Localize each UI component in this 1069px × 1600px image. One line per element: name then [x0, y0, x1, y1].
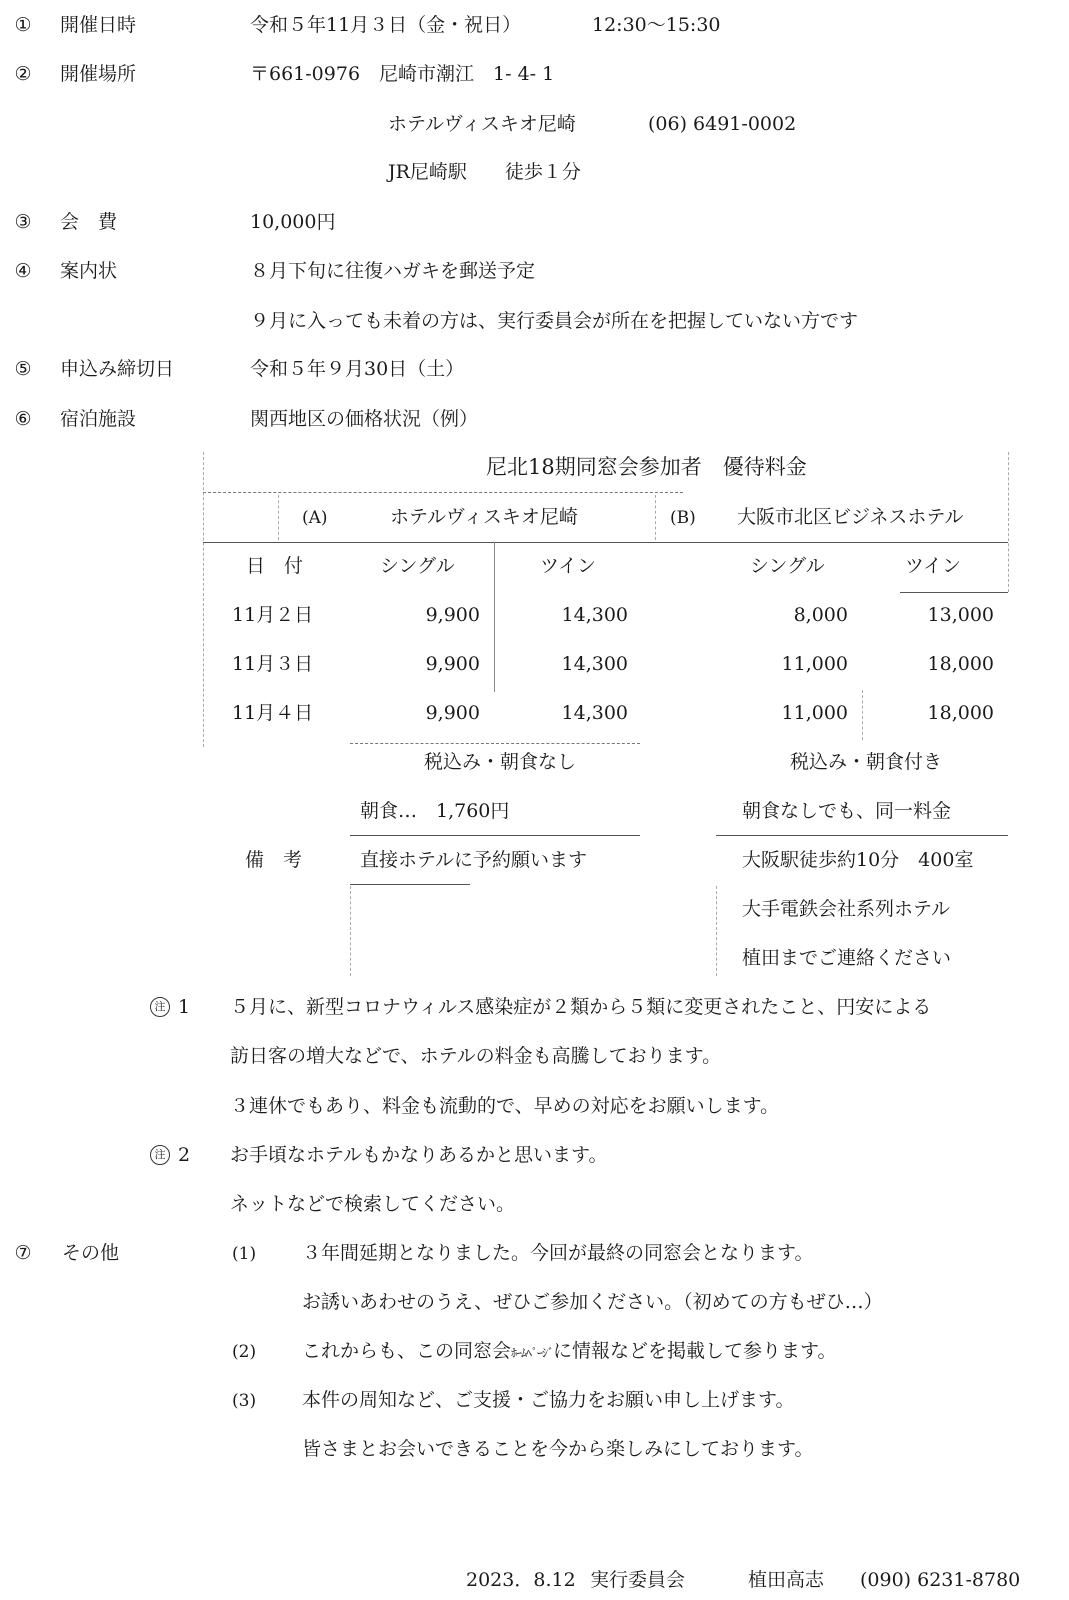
venue-access: JR尼崎駅 徒歩１分: [388, 161, 581, 183]
b-single-price: 11,000: [781, 702, 848, 724]
table-rule: [350, 743, 640, 744]
venue-name: ホテルヴィスキオ尼崎: [388, 113, 576, 135]
header-twin-b: ツイン: [905, 555, 962, 577]
header-single-b: シングル: [750, 555, 825, 577]
other-number: (1): [232, 1244, 257, 1264]
other-number: (2): [232, 1342, 257, 1362]
note-line: 訪日客の増大などで、ホテルの料金も高騰しております。: [230, 1045, 722, 1067]
a-single-price: 9,900: [425, 702, 480, 724]
row-date: 11月３日: [232, 653, 314, 675]
b-single-price: 11,000: [781, 653, 848, 675]
homepage-text: ﾎｰﾑﾍﾟｰｼﾞ: [511, 1346, 554, 1360]
item-number: ⑤: [14, 358, 32, 380]
note-mark: 注: [150, 997, 170, 1017]
item-label: 案内状: [60, 260, 118, 282]
invitation-line: ９月に入っても未着の方は、実行委員会が所在を把握していない方です: [250, 310, 859, 332]
item-label: 開催日時: [60, 14, 137, 36]
hotel-b-tag: (B): [670, 508, 696, 528]
note-line: お手頃なホテルもかなりあるかと思います。: [230, 1144, 608, 1166]
footer-phone: (090) 6231-8780: [860, 1569, 1021, 1591]
table-rule: [862, 690, 863, 740]
item-number: ②: [14, 63, 32, 85]
other-text: に情報などを掲載して参ります。: [553, 1340, 837, 1362]
venue-phone: (06) 6491-0002: [648, 113, 797, 135]
table-rule: [350, 886, 351, 976]
remark-b: 朝食なしでも、同一料金: [742, 800, 952, 822]
item-label: 申込み締切日: [60, 358, 175, 380]
item-label: 宿泊施設: [60, 408, 137, 430]
table-title: 尼北18期同窓会参加者 優待料金: [486, 455, 807, 479]
b-single-price: 8,000: [793, 604, 848, 626]
item-number: ④: [14, 260, 32, 282]
row-date: 11月４日: [232, 702, 314, 724]
remark-b: 植田までご連絡ください: [742, 947, 952, 969]
other-line: お誘いあわせのうえ、ぜひご参加ください。（初めての方もぜひ…）: [302, 1291, 883, 1313]
note-line: ３連休でもあり、料金も流動的で、早めの対応をお願いします。: [230, 1095, 780, 1117]
venue-address: 〒661-0976 尼崎市潮江 1- 4- 1: [250, 63, 555, 85]
lodging-intro: 関西地区の価格状況（例）: [250, 408, 479, 430]
footer-committee: 実行委員会: [590, 1569, 686, 1591]
b-twin-price: 13,000: [927, 604, 994, 626]
table-border: [203, 452, 204, 747]
table-rule: [203, 492, 683, 493]
other-number: (3): [232, 1391, 257, 1411]
b-twin-price: 18,000: [927, 653, 994, 675]
fee: 10,000円: [250, 211, 336, 233]
footer-name: 植田高志: [748, 1569, 825, 1591]
other-line: ３年間延期となりました。今回が最終の同窓会となります。: [302, 1242, 814, 1264]
item-number: ③: [14, 211, 32, 233]
other-text: これからも、この同窓会: [302, 1340, 512, 1362]
other-line: [302, 1342, 837, 1361]
note-number: 1: [178, 996, 191, 1018]
remark-a: 直接ホテルに予約願います: [360, 849, 588, 871]
header-date: 日 付: [246, 555, 304, 577]
condition-b: 税込み・朝食付き: [790, 751, 943, 773]
footer-date: 2023．8.12: [466, 1569, 576, 1591]
table-rule: [350, 884, 470, 885]
a-twin-price: 14,300: [561, 653, 628, 675]
other-line: 皆さまとお会いできることを今から楽しみにしております。: [302, 1438, 814, 1460]
a-twin-price: 14,300: [561, 702, 628, 724]
event-time: 12:30～15:30: [592, 14, 721, 36]
table-rule: [350, 835, 640, 836]
note-line: ネットなどで検索してください。: [230, 1193, 516, 1215]
remark-b: 大手電鉄会社系列ホテル: [742, 898, 951, 920]
table-rule: [494, 542, 495, 692]
a-single-price: 9,900: [425, 604, 480, 626]
header-twin-a: ツイン: [540, 555, 597, 577]
b-twin-price: 18,000: [927, 702, 994, 724]
table-border: [1008, 452, 1009, 592]
remark-a: 朝食… 1,760円: [360, 800, 510, 822]
item-label: その他: [62, 1242, 120, 1264]
remarks-label: 備 考: [245, 849, 303, 871]
table-rule: [203, 542, 1008, 543]
note-mark: 注: [150, 1145, 170, 1165]
row-date: 11月２日: [232, 604, 314, 626]
table-rule: [900, 592, 1008, 593]
item-label: 開催場所: [60, 63, 137, 85]
table-rule: [278, 495, 279, 540]
condition-a: 税込み・朝食なし: [424, 751, 577, 773]
hotel-a-name: ホテルヴィスキオ尼崎: [390, 506, 578, 528]
header-single-a: シングル: [380, 555, 455, 577]
item-number: ⑥: [14, 408, 32, 430]
hotel-b-name: 大阪市北区ビジネスホテル: [737, 506, 964, 528]
item-number: ⑦: [14, 1242, 32, 1264]
remark-b: 大阪駅徒歩約10分 400室: [742, 849, 974, 871]
invitation-line: ８月下旬に往復ハガキを郵送予定: [250, 260, 536, 282]
note-line: ５月に、新型コロナウィルス感染症が２類から５類に変更されたこと、円安による: [230, 996, 932, 1018]
note-number: 2: [178, 1144, 191, 1166]
table-rule: [716, 835, 1008, 836]
a-twin-price: 14,300: [561, 604, 628, 626]
item-number: ①: [14, 14, 32, 36]
deadline: 令和５年９月30日（土）: [250, 358, 465, 380]
table-rule: [716, 886, 717, 976]
a-single-price: 9,900: [425, 653, 480, 675]
table-rule: [655, 495, 656, 540]
item-label: 会 費: [60, 211, 118, 233]
hotel-a-tag: (A): [302, 508, 328, 528]
event-date: 令和５年11月３日（金・祝日）: [250, 14, 522, 36]
other-line: 本件の周知など、ご支援・ご協力をお願い申し上げます。: [302, 1389, 795, 1411]
